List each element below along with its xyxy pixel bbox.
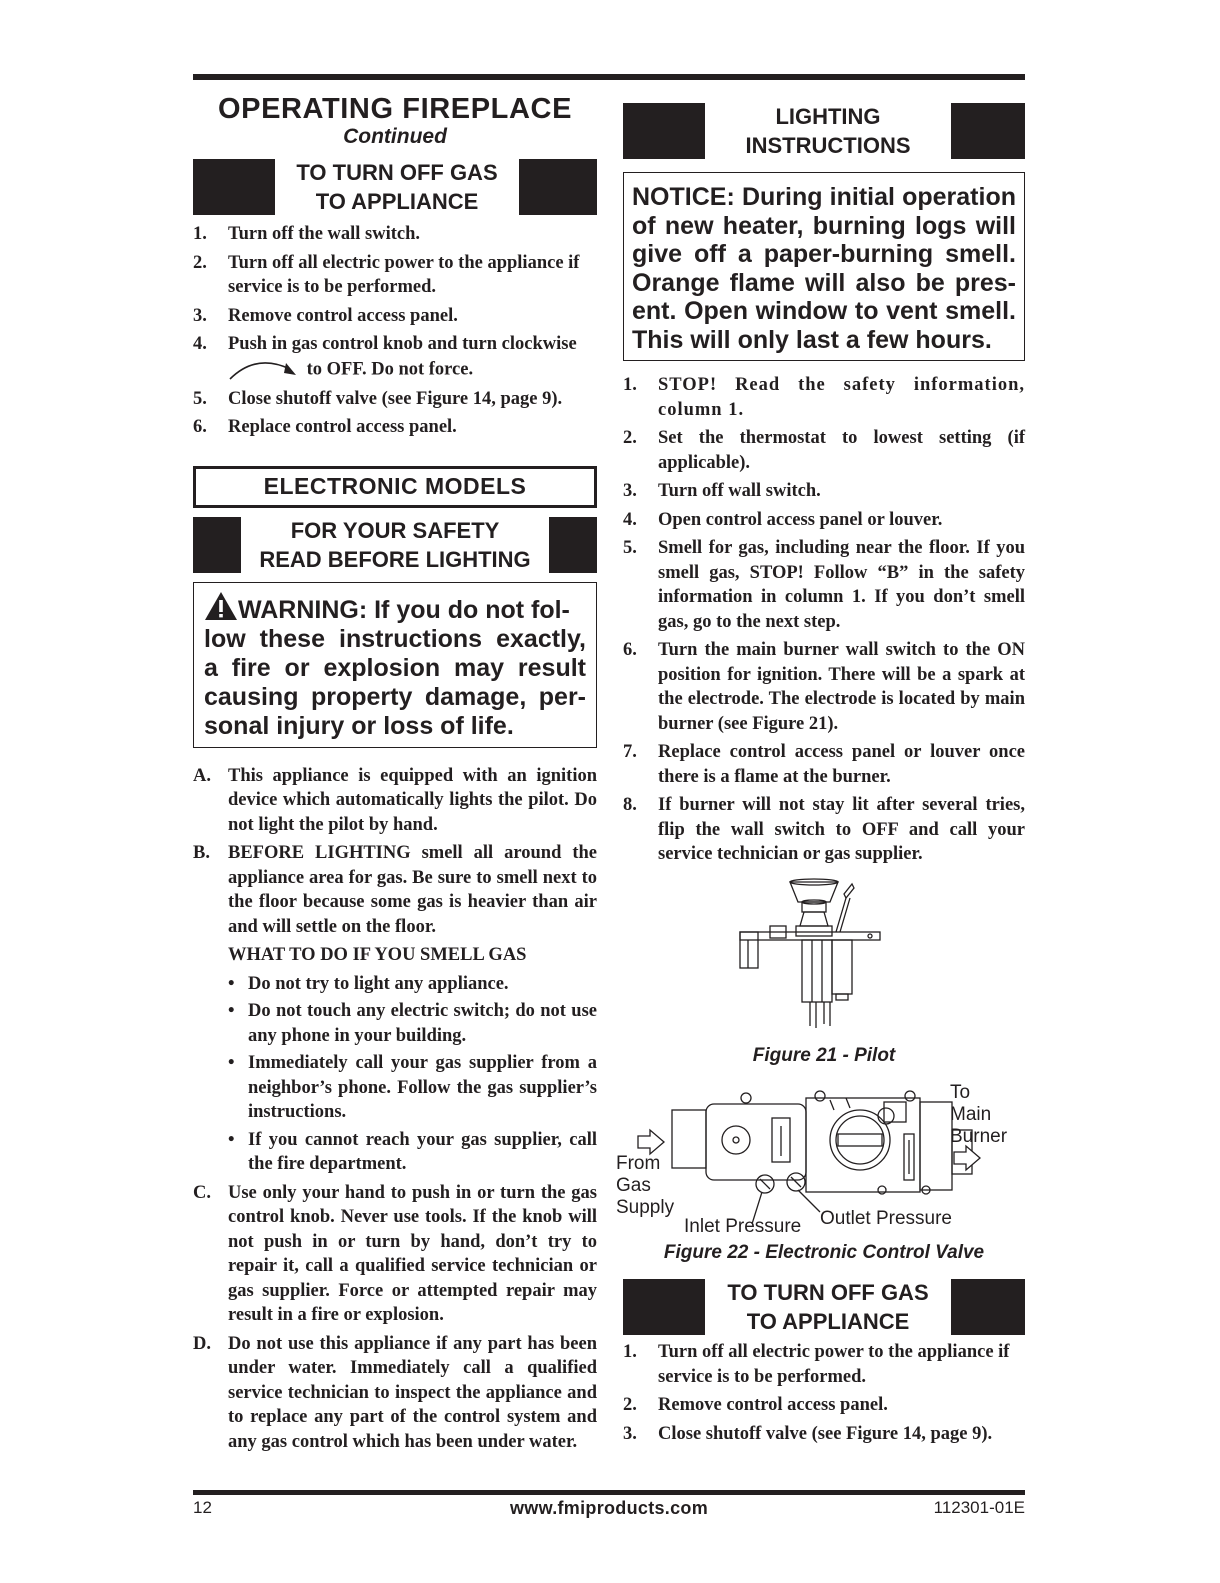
banner-block-left bbox=[193, 517, 241, 573]
notice-line: ent. Open window to vent smell. bbox=[632, 297, 1016, 325]
list-item: 3. Turn off wall switch. bbox=[623, 481, 821, 501]
to-main-burner-label: Main bbox=[950, 1104, 992, 1125]
list-item: 1. STOP! Read the safety information, column 1. bbox=[623, 375, 1025, 420]
to-main-burner-label: To bbox=[950, 1082, 971, 1103]
from-gas-supply-label: Supply bbox=[616, 1197, 675, 1218]
right-turn-off-section bbox=[623, 1278, 1025, 1450]
gas-inlet-arrow-icon bbox=[638, 1130, 664, 1154]
page-subtitle: Continued bbox=[343, 125, 447, 148]
list-item: 3. Remove control access panel. bbox=[193, 305, 458, 326]
clockwise-arrow-icon bbox=[226, 357, 302, 383]
banner-block-right bbox=[549, 517, 597, 573]
from-gas-supply-label: Gas bbox=[616, 1175, 651, 1196]
turn-off-gas-banner bbox=[193, 158, 597, 216]
list-item: 2. Turn off all electric power to the appliance if service is to be performed. bbox=[193, 252, 580, 297]
left-column bbox=[193, 80, 597, 1458]
list-item: 1. Turn off all electric power to the appliance if service is to be performed. bbox=[623, 1342, 1010, 1387]
list-item: 6. Turn the main burner wall switch to the ON position for ignition. There will be a spark at the electrode. The electrode is located by main burner (see Figure 21). bbox=[623, 640, 1025, 734]
figure-21-caption: Figure 21 - Pilot bbox=[752, 1045, 896, 1066]
lighting-steps-list bbox=[623, 373, 1025, 867]
right-column bbox=[623, 80, 1025, 871]
page-number: 12 bbox=[193, 1498, 212, 1517]
warning-line: a fire or explosion may result bbox=[204, 653, 586, 682]
warning-box bbox=[193, 582, 597, 748]
notice-line: NOTICE: During initial operation bbox=[632, 183, 1016, 211]
list-item: 2. Set the thermostat to lowest setting (if applicable). bbox=[623, 428, 1025, 473]
banner-text: FOR YOUR SAFETY READ BEFORE LIGHTING bbox=[259, 517, 531, 572]
bullet-item: • Immediately call your gas supplier from a neighbor’s phone. Follow the gas supplier’s instructions. bbox=[228, 1053, 597, 1122]
list-item: A. This appliance is equipped with an ignition device which automatically lights the pilot. Do not light the pilot by hand. bbox=[193, 765, 597, 835]
banner-text: TO TURN OFF GAS TO APPLIANCE bbox=[727, 1280, 929, 1334]
list-item: C. Use only your hand to push in or turn the gas control knob. Never use tools. If the knob will not push in or turn by hand, don’t try to repair it, call a qualified service technician or gas supplier. Force or attempted repair may result in a fire or explosion. bbox=[193, 1182, 597, 1325]
notice-line: give off a paper-burning smell. bbox=[632, 240, 1016, 268]
figure-22-caption: Figure 22 - Electronic Control Valve bbox=[663, 1242, 985, 1263]
list-item: D. Do not use this appliance if any part has been under water. Immediately call a qualified service technician to inspect the appliance and to replace any part of the control system and any gas control which has been under water. bbox=[193, 1333, 597, 1452]
list-item: 4. Push in gas control knob and turn clockwise to OFF. Do not force. bbox=[193, 332, 597, 383]
warning-line: WARNING: If you do not fol- bbox=[238, 595, 570, 624]
to-main-burner-label: Burner bbox=[950, 1126, 1008, 1147]
notice-line: of new heater, burning logs will bbox=[632, 211, 1016, 240]
banner-block-left bbox=[623, 1279, 705, 1335]
list-item: 1. Turn off the wall switch. bbox=[193, 224, 421, 244]
bottom-rule bbox=[193, 1490, 1025, 1495]
list-item: 8. If burner will not stay lit after several tries, flip the wall switch to OFF and call your service technician or gas supplier. bbox=[623, 795, 1025, 864]
list-item: 3. Close shutoff valve (see Figure 14, page 9). bbox=[623, 1423, 993, 1444]
warning-line: sonal injury or loss of life. bbox=[204, 711, 514, 740]
control-valve-figure bbox=[616, 1078, 1030, 1243]
lighting-instructions-banner bbox=[623, 102, 1025, 160]
safety-items-list bbox=[193, 764, 597, 1455]
banner-block-right bbox=[951, 1279, 1025, 1335]
notice-box bbox=[623, 172, 1025, 361]
from-gas-supply-label: From bbox=[616, 1153, 661, 1174]
smell-gas-subheading: WHAT TO DO IF YOU SMELL GAS bbox=[228, 945, 527, 965]
banner-block-left bbox=[193, 159, 275, 215]
electronic-models-heading: ELECTRONIC MODELS bbox=[193, 466, 597, 508]
website-link[interactable]: www.fmiproducts.com bbox=[509, 1498, 709, 1518]
list-item: 6. Replace control access panel. bbox=[193, 417, 457, 437]
banner-text: TO TURN OFF GAS TO APPLIANCE bbox=[296, 160, 498, 214]
warning-line: causing property damage, per- bbox=[204, 682, 586, 711]
page-title: OPERATING FIREPLACE bbox=[217, 93, 573, 125]
list-item: 7. Replace control access panel or louver once there is a flame at the burner. bbox=[623, 742, 1025, 787]
banner-block-right bbox=[951, 103, 1025, 159]
safety-banner bbox=[193, 516, 597, 574]
outlet-pressure-label: Outlet Pressure bbox=[820, 1208, 952, 1229]
inlet-pressure-label: Inlet Pressure bbox=[684, 1216, 802, 1237]
list-item: 2. Remove control access panel. bbox=[623, 1395, 888, 1415]
turn-off-gas-banner bbox=[623, 1278, 1025, 1336]
bullet-item: • Do not try to light any appliance. bbox=[228, 973, 509, 994]
banner-block-left bbox=[623, 103, 705, 159]
list-item: B. BEFORE LIGHTING smell all around the appliance area for gas. Be sure to smell next to the floor because some gas is heavier than air and will settle on the floor. WHAT TO DO IF YOU SMELL GAS • Do not try to light any appliance. • Do not touch any electric switch; do not use any phone in your building. • Immediately call your gas supplier from a neighbor’s phone. Follow the gas supplier’s instructions. • If you cannot reach your gas supplier, call the fire department. bbox=[193, 841, 597, 1177]
document-number: 112301-01E bbox=[933, 1498, 1025, 1517]
turn-off-steps-list bbox=[623, 1340, 1025, 1446]
smell-gas-bullets bbox=[228, 972, 597, 1177]
notice-line: Orange flame will also be pres- bbox=[632, 268, 1016, 297]
bullet-item: • Do not touch any electric switch; do not use any phone in your building. bbox=[228, 1001, 597, 1046]
bullet-item: • If you cannot reach your gas supplier, call the fire department. bbox=[228, 1129, 597, 1174]
banner-block-right bbox=[519, 159, 597, 215]
warning-line: low these instructions exactly, bbox=[204, 624, 586, 653]
turn-off-steps-list bbox=[193, 222, 597, 440]
list-item: 4. Open control access panel or louver. bbox=[623, 509, 943, 530]
gas-outlet-arrow-icon bbox=[954, 1146, 980, 1170]
list-item: 5. Close shutoff valve (see Figure 14, page 9). bbox=[193, 388, 563, 409]
pilot-assembly-figure bbox=[740, 876, 890, 1046]
notice-line: This will only last a few hours. bbox=[632, 325, 992, 354]
warning-triangle-icon bbox=[204, 591, 238, 621]
banner-text: LIGHTING INSTRUCTIONS bbox=[745, 104, 911, 158]
list-item: 5. Smell for gas, including near the floor. If you smell gas, STOP! Follow “B” in the safety information in column 1. If you don’t smell gas, go to the next step. bbox=[623, 538, 1025, 632]
